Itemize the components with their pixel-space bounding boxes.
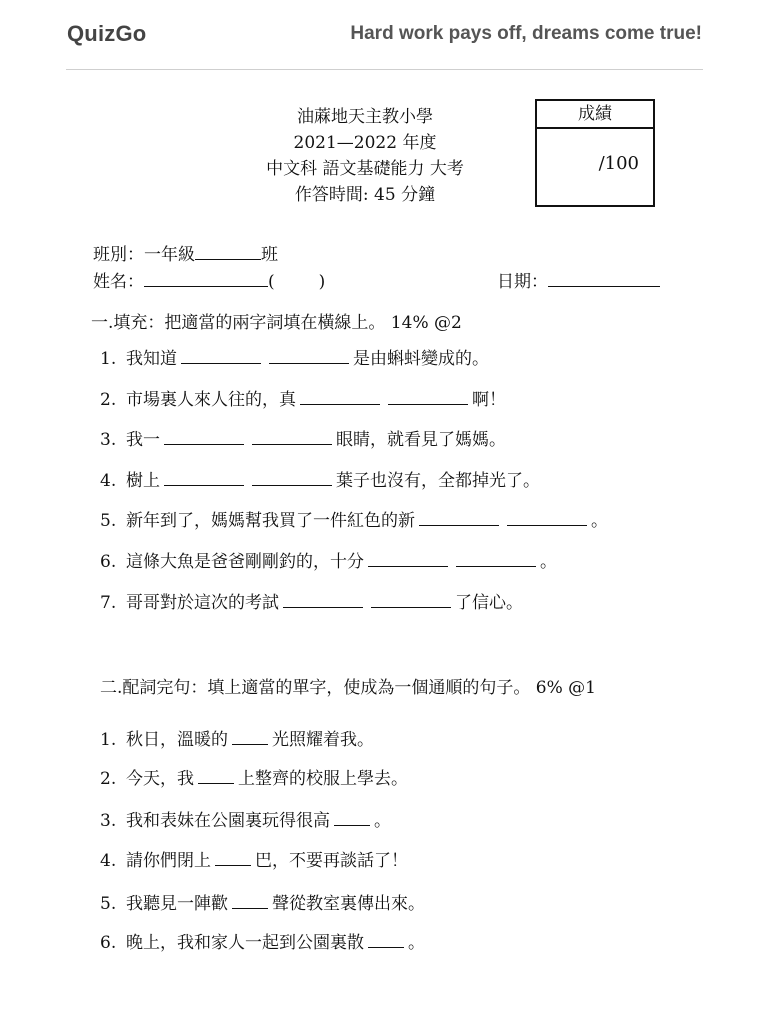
date-label: 日期： [497,272,548,292]
s1-question-6 [100,551,557,573]
answer-blank[interactable] [164,471,244,486]
question-number: 1. [100,730,117,750]
s1-question-4 [100,470,540,492]
s2-question-3 [100,810,391,832]
question-text-after: 了信心。 [455,593,523,613]
question-number: 2. [100,390,117,410]
s1-question-7 [100,592,523,614]
question-number: 5. [100,894,117,914]
question-text-after: 巴，不要再談話了！ [255,851,408,871]
question-text-before: 秋日，溫暖的 [126,730,228,750]
question-text-before: 這條大魚是爸爸剛剛釣的，十分 [126,552,364,572]
name-label: 姓名： [93,272,144,292]
answer-blank[interactable] [456,552,536,567]
question-text-after: 啊！ [472,390,506,410]
school-name: 油蔴地天主教小學 [297,107,433,127]
s2-question-5 [100,893,425,915]
question-number: 6. [100,933,117,953]
question-text-before: 我知道 [126,349,177,369]
question-text-before: 我和表妹在公園裏玩得很高 [126,811,330,831]
answer-blank[interactable] [181,349,261,364]
question-text-before: 我一 [126,430,160,450]
slogan: Hard work pays off, dreams come true! [350,23,702,44]
question-number: 6. [100,552,117,572]
answer-blank[interactable] [232,894,268,909]
question-text-after: 。 [374,811,391,831]
answer-blank[interactable] [334,811,370,826]
question-text-before: 樹上 [126,471,160,491]
exam-subject: 中文科 語文基礎能力 大考 [266,159,464,179]
answer-blank[interactable] [269,349,349,364]
score-total: /100 [598,153,639,174]
app-header [0,0,768,70]
question-text-after: 。 [540,552,557,572]
answer-blank[interactable] [232,730,268,745]
section2-title: 二.配詞完句：填上適當的單字，使成為一個通順的句子。 6% @1 [100,678,596,698]
class-field [93,240,278,265]
answer-blank[interactable] [300,390,380,405]
question-text-before: 請你們閉上 [126,851,211,871]
question-text-after: 光照耀着我。 [272,730,374,750]
s2-question-6 [100,932,425,954]
answer-blank[interactable] [371,593,451,608]
question-text-after: 眼睛，就看見了媽媽。 [336,430,506,450]
answer-blank[interactable] [419,511,499,526]
brand-logo[interactable]: QuizGo [67,21,147,46]
question-text-after: 。 [591,511,608,531]
answer-blank[interactable] [164,430,244,445]
question-text-before: 新年到了，媽媽幫我買了一件紅色的新 [126,511,415,531]
section1-title: 一.填充：把適當的兩字詞填在橫線上。 14% @2 [91,313,462,333]
answer-blank[interactable] [388,390,468,405]
answer-blank[interactable] [252,471,332,486]
s1-question-5 [100,510,608,532]
name-blank[interactable] [144,272,268,287]
exam-time: 作答時間: 45 分鐘 [294,185,436,205]
school-year: 2021—2022 年度 [293,133,437,153]
answer-blank[interactable] [283,593,363,608]
class-suffix: 班 [261,245,278,265]
question-number: 3. [100,811,117,831]
s1-question-1 [100,348,489,370]
class-blank[interactable] [195,245,261,260]
date-field [497,267,660,292]
question-number: 5. [100,511,117,531]
question-number: 2. [100,769,117,789]
question-text-before: 今天，我 [126,769,194,789]
question-text-after: 聲從教室裏傳出來。 [272,894,425,914]
question-text-before: 晚上，我和家人一起到公園裏散 [126,933,364,953]
answer-blank[interactable] [198,769,234,784]
question-text-after: 是由蝌蚪變成的。 [353,349,489,369]
score-box [535,99,655,207]
name-paren-close: ) [318,272,326,292]
s2-question-1 [100,729,374,751]
question-text-after: 葉子也沒有，全都掉光了。 [336,471,540,491]
answer-blank[interactable] [507,511,587,526]
question-number: 3. [100,430,117,450]
header-divider [66,69,703,70]
answer-blank[interactable] [215,851,251,866]
exam-title-block [200,104,530,208]
s2-question-4 [100,850,408,872]
s2-question-2 [100,768,408,790]
question-text-before: 市場裏人來人往的，真 [126,390,296,410]
question-number: 7. [100,593,117,613]
question-number: 4. [100,851,117,871]
answer-blank[interactable] [368,552,448,567]
question-text-before: 我聽見一陣歡 [126,894,228,914]
answer-blank[interactable] [368,933,404,948]
question-text-before: 哥哥對於這次的考試 [126,593,279,613]
date-blank[interactable] [548,272,660,287]
question-number: 1. [100,349,117,369]
name-field [93,267,325,292]
s1-question-3 [100,429,506,451]
score-label: 成績 [537,101,653,129]
question-text-after: 。 [408,933,425,953]
answer-blank[interactable] [252,430,332,445]
question-number: 4. [100,471,117,491]
class-label: 班別：一年級 [93,245,195,265]
question-text-after: 上整齊的校服上學去。 [238,769,408,789]
name-paren-open: ( [268,272,275,292]
s1-question-2 [100,389,506,411]
